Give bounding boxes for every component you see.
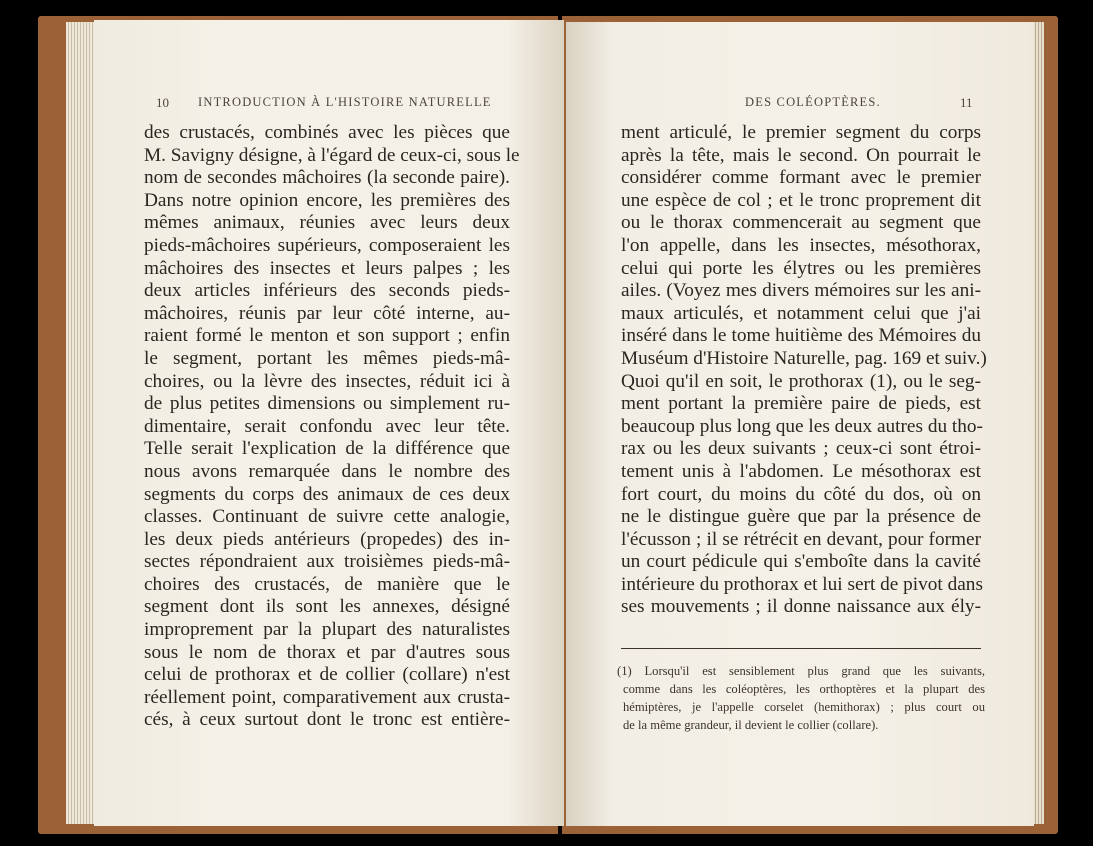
text-line: réellement point, comparativement aux crusta- xyxy=(144,686,510,708)
text-line: pieds-mâchoires supérieurs, composeraient les xyxy=(144,234,510,256)
text-line: segment dont ils sont les annexes, désigné xyxy=(144,596,510,618)
text-line: ou le thorax commencerait au segment que xyxy=(621,212,981,234)
text-line: Quoi qu'il en soit, le prothorax (1), ou le seg- xyxy=(621,370,981,392)
text-line: hémiptères, je l'appelle corselet (hemithorax) ; plus court ou xyxy=(623,700,985,714)
text-line: M. Savigny désigne, à l'égard de ceux-ci, sous le xyxy=(144,144,520,166)
footnote xyxy=(617,662,985,734)
text-line: fort court, du moins du côté du dos, où on xyxy=(621,483,981,505)
text-line: nous avons remarquée dans le nombre des xyxy=(144,460,510,482)
text-line: dimentaire, serait confondu avec leur tête. xyxy=(144,415,510,437)
text-line: Muséum d'Histoire Naturelle, pag. 169 et suiv.) xyxy=(621,347,987,369)
text-line: intérieure du prothorax et lui sert de pivot dans xyxy=(621,573,983,595)
text-line: l'écusson ; il se rétrécit en devant, pour former xyxy=(621,528,981,550)
text-line: maux articulés, et notamment celui que j'ai xyxy=(621,302,981,324)
text-line: ment portant la première paire de pieds, est xyxy=(621,393,981,415)
text-line: de plus petites dimensions ou simplement ru- xyxy=(144,393,510,415)
text-line: Telle serait l'explication de la différence que xyxy=(144,438,510,460)
text-line: rax ou les deux suivants ; ceux-ci sont étroi- xyxy=(621,438,981,460)
right-body-text xyxy=(621,122,987,619)
text-line: celui qui porte les élytres ou les premières xyxy=(621,257,981,279)
text-line: choires des crustacés, de manière que le xyxy=(144,573,510,595)
text-line: cés, à ceux surtout dont le tronc est entière- xyxy=(144,709,510,731)
footnote-rule xyxy=(621,648,981,649)
text-line: segments du corps des animaux de ces deux xyxy=(144,483,510,505)
text-line: classes. Continuant de suivre cette analogie, xyxy=(144,506,510,528)
text-line: comme dans les coléoptères, les orthoptères et la plupart des xyxy=(623,682,985,696)
left-body-text xyxy=(144,122,520,732)
text-line: choires, ou la lèvre des insectes, réduit ici à xyxy=(144,370,510,392)
right-running-head: DES COLÉOPTÈRES. xyxy=(745,95,881,109)
text-line: nom de secondes mâchoires (la seconde paire). xyxy=(144,167,510,189)
text-line: une espèce de col ; et le tronc proprement dit xyxy=(621,189,981,211)
text-line: (1) Lorsqu'il est sensiblement plus grand que les suivants, xyxy=(617,664,985,678)
text-line: sectes répondraient aux troisièmes pieds-mâ- xyxy=(144,551,510,573)
text-line: considérer comme formant avec le premier xyxy=(621,167,981,189)
text-line: tement unis à l'abdomen. Le mésothorax est xyxy=(621,460,981,482)
text-line: l'on appelle, dans les insectes, mésothorax, xyxy=(621,234,981,256)
text-line: des crustacés, combinés avec les pièces que xyxy=(144,122,510,143)
text-line: ne le distingue guère que par la présence de xyxy=(621,506,981,528)
text-line: beaucoup plus long que les deux autres du tho- xyxy=(621,415,983,437)
left-page-number: 10 xyxy=(156,95,169,110)
text-line: les deux pieds antérieurs (propedes) des in- xyxy=(144,528,510,550)
text-line: un court pédicule qui s'emboîte dans la cavité xyxy=(621,551,981,573)
text-line: inséré dans le tome huitième des Mémoires du xyxy=(621,325,981,347)
text-line: raient formé le menton et son support ; enfin xyxy=(144,325,510,347)
text-line: après la tête, mais le second. On pourrait le xyxy=(621,144,981,166)
text-line: mâchoires des insectes et leurs palpes ; les xyxy=(144,257,510,279)
text-line: improprement par la plupart des naturalistes xyxy=(144,619,510,641)
text-line: Dans notre opinion encore, les premières des xyxy=(144,189,510,211)
text-line: deux articles inférieurs des seconds pieds- xyxy=(144,280,510,302)
text-line: ailes. (Voyez mes divers mémoires sur les ani- xyxy=(621,280,981,302)
text-line: celui de prothorax et de collier (collare) n'est xyxy=(144,664,510,686)
right-page-number: 11 xyxy=(960,95,973,110)
text-line: sous le nom de thorax et par d'autres sous xyxy=(144,641,510,663)
text-line: ses mouvements ; il donne naissance aux ély- xyxy=(621,596,981,618)
text-line: de la même grandeur, il devient le collier (collare). xyxy=(623,718,879,732)
text-line: mâchoires, réunis par leur côté interne, au- xyxy=(144,302,510,324)
text-line: le segment, portant les mêmes pieds-mâ- xyxy=(144,347,510,369)
text-line: ment articulé, le premier segment du corps xyxy=(621,122,981,143)
left-running-head: INTRODUCTION À L'HISTOIRE NATURELLE xyxy=(198,95,492,109)
text-line: mêmes animaux, réunies avec leurs deux xyxy=(144,212,510,234)
